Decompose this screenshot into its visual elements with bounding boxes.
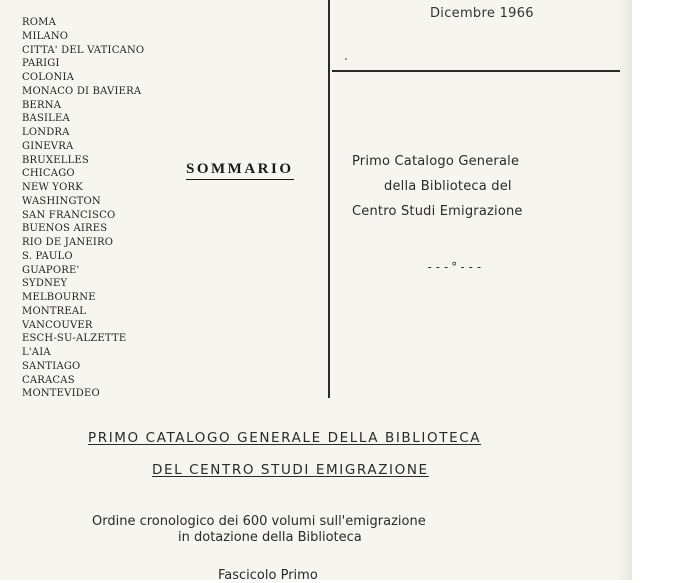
- catalog-heading-line-2: DEL CENTRO STUDI EMIGRAZIONE: [152, 462, 429, 478]
- city-item: BRUXELLES: [22, 154, 89, 166]
- page-edge-shadow: [618, 0, 632, 580]
- city-item: ESCH-SU-ALZETTE: [22, 333, 127, 345]
- city-item: NEW YORK: [22, 182, 83, 193]
- summary-line-2: della Biblioteca del: [384, 179, 512, 194]
- city-list: [22, 16, 144, 401]
- issue-date: Dicembre 1966: [430, 6, 534, 21]
- city-item: GUAPORE': [22, 264, 80, 276]
- city-item: SYDNEY: [22, 278, 68, 290]
- city-item: L'AIA: [22, 347, 51, 358]
- summary-line-1: Primo Catalogo Generale: [352, 154, 520, 169]
- ink-speck: [345, 58, 347, 60]
- city-item: CHICAGO: [22, 168, 75, 180]
- summary-label: SOMMARIO: [186, 161, 294, 180]
- city-item: SAN FRANCISCO: [22, 209, 116, 221]
- city-item: SANTIAGO: [22, 360, 81, 372]
- city-item: MELBOURNE: [22, 292, 96, 303]
- city-item: VANCOUVER: [22, 319, 93, 331]
- vertical-divider: [328, 0, 330, 398]
- catalog-description-line-2: in dotazione della Biblioteca: [178, 530, 362, 545]
- catalog-description-line-1: Ordine cronologico dei 600 volumi sull'emigrazione: [92, 514, 426, 529]
- city-item: CITTA' DEL VATICANO: [22, 44, 145, 56]
- catalog-heading-line-1: PRIMO CATALOGO GENERALE DELLA BIBLIOTECA: [88, 430, 482, 446]
- city-item: S. PAULO: [22, 250, 73, 262]
- summary-line-3: Centro Studi Emigrazione: [352, 204, 523, 219]
- city-item: LONDRA: [22, 127, 70, 138]
- city-item: BASILEA: [22, 113, 70, 125]
- city-item: ROMA: [22, 17, 56, 28]
- city-item: BERNA: [22, 99, 62, 111]
- city-item: WASHINGTON: [22, 195, 101, 207]
- city-item: GINEVRA: [22, 140, 74, 152]
- city-item: BUENOS AIRES: [22, 223, 108, 235]
- city-item: MONTEVIDEO: [22, 388, 100, 400]
- city-item: COLONIA: [22, 72, 75, 83]
- city-item: RIO DE JANEIRO: [22, 237, 114, 248]
- city-item: MONACO DI BAVIERA: [22, 85, 142, 97]
- section-separator: ---°---: [426, 260, 484, 274]
- city-item: MILANO: [22, 30, 69, 42]
- city-item: MONTREAL: [22, 305, 87, 317]
- city-item: PARIGI: [22, 58, 60, 70]
- city-item: CARACAS: [22, 374, 75, 386]
- fascicle-label: Fascicolo Primo: [218, 568, 318, 583]
- horizontal-divider: [332, 70, 620, 72]
